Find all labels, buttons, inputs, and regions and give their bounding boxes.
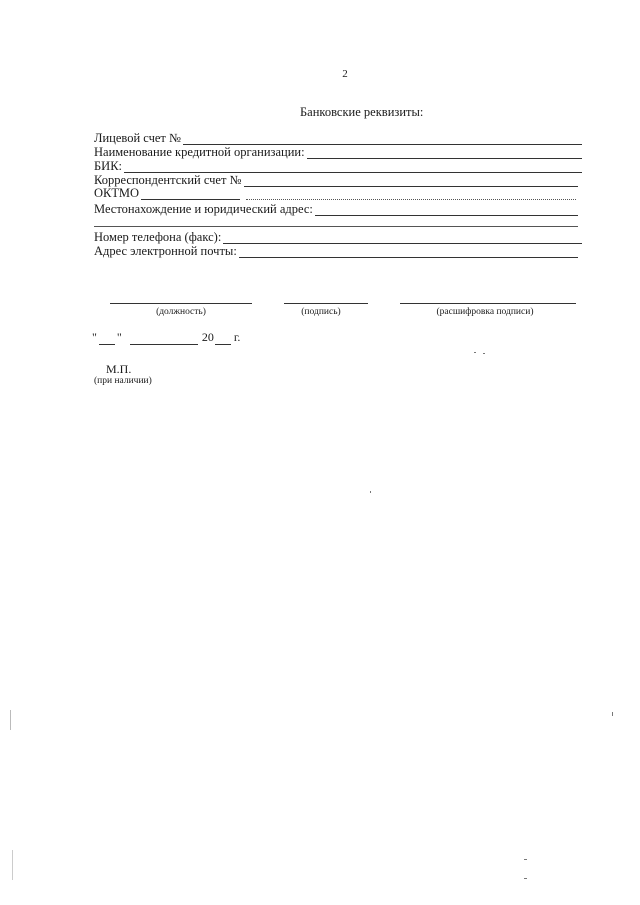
field-label: Номер телефона (факс): — [94, 230, 222, 244]
signature-decoding-line[interactable] — [400, 303, 576, 304]
oktmo-continuation-line — [246, 199, 576, 200]
fill-line[interactable] — [183, 133, 582, 145]
signature-decoding-caption: (расшифровка подписи) — [436, 307, 534, 317]
fill-line[interactable] — [124, 161, 582, 173]
scan-speck — [612, 712, 613, 716]
field-label: Местонахождение и юридический адрес: — [94, 202, 313, 216]
fill-line[interactable] — [244, 175, 579, 187]
position-caption: (должность) — [156, 307, 206, 317]
legal-address-second-line[interactable] — [94, 226, 578, 227]
date-row — [92, 330, 240, 345]
scan-speck — [483, 353, 485, 354]
field-bik — [94, 160, 582, 173]
date-close-quote: " — [116, 330, 122, 344]
scan-speck — [370, 491, 371, 493]
signature-line[interactable] — [284, 303, 368, 304]
fill-line[interactable] — [141, 188, 240, 200]
field-label: БИК: — [94, 159, 123, 173]
field-legal-address — [94, 203, 578, 216]
scan-speck — [10, 710, 11, 730]
stamp-note: (при наличии) — [94, 376, 152, 386]
field-phone-fax — [94, 231, 582, 244]
section-title: Банковские реквизиты: — [300, 105, 424, 119]
year-suffix: г. — [233, 330, 241, 344]
position-line[interactable] — [110, 303, 252, 304]
field-label: Адрес электронной почты: — [94, 244, 237, 258]
scan-speck — [12, 850, 13, 880]
fill-line[interactable] — [239, 246, 578, 258]
scan-speck — [524, 878, 527, 879]
stamp-label: М.П. — [106, 362, 132, 376]
year-blank[interactable] — [215, 334, 231, 345]
field-label: Лицевой счет № — [94, 131, 181, 145]
fill-line[interactable] — [223, 232, 582, 244]
scan-speck — [524, 859, 527, 860]
date-open-quote: " — [92, 330, 97, 344]
month-blank[interactable] — [130, 334, 198, 345]
field-label: Наименование кредитной организации: — [94, 145, 305, 159]
field-label: Корреспондентский счет № — [94, 173, 242, 187]
fill-line[interactable] — [307, 147, 582, 159]
scan-speck — [474, 352, 476, 353]
field-label: ОКТМО — [94, 186, 139, 200]
field-correspondent-account — [94, 174, 578, 187]
field-credit-organization — [94, 146, 582, 159]
day-blank[interactable] — [99, 334, 115, 345]
field-oktmo — [94, 187, 240, 200]
page-number: 2 — [342, 68, 348, 80]
fill-line[interactable] — [315, 204, 578, 216]
year-prefix: 20 — [201, 330, 214, 344]
signature-caption: (подпись) — [301, 307, 341, 317]
field-personal-account — [94, 132, 582, 145]
field-email — [94, 245, 578, 258]
